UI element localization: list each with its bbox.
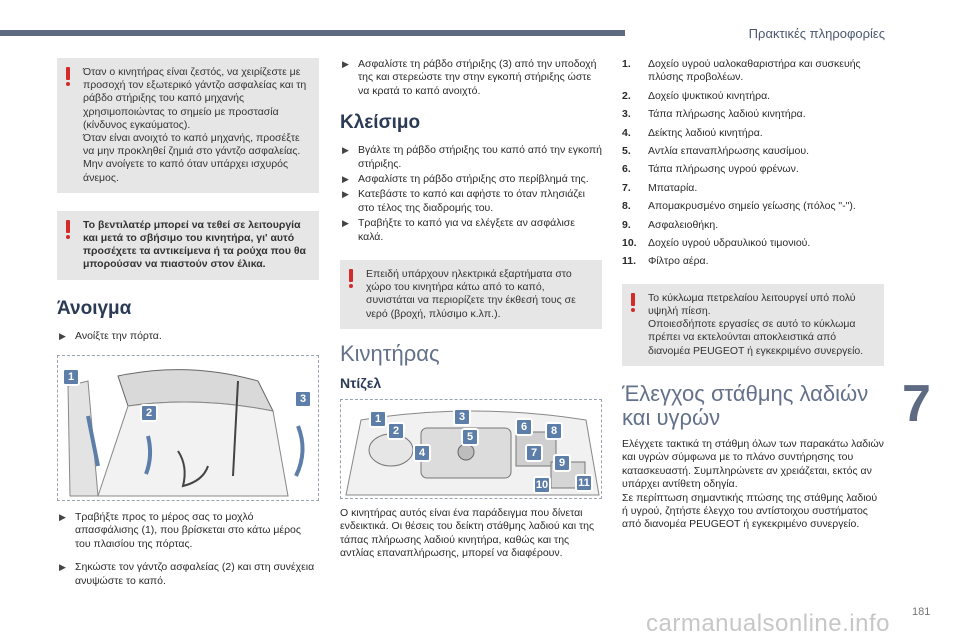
- arrow-bullet-icon: ▶: [59, 512, 66, 523]
- bullet-text: Ασφαλίστε τη ράβδο στήριξης στο περίβλημά της.: [358, 173, 589, 186]
- callout-badge: 1: [62, 368, 80, 386]
- callout-badge: 3: [294, 390, 312, 408]
- column-right: [622, 58, 884, 532]
- callout-badge: 6: [515, 418, 533, 436]
- arrow-bullet-icon: ▶: [342, 145, 349, 156]
- bullet-item: [340, 58, 602, 98]
- bullet-item: [340, 217, 602, 244]
- warning-text: Μην ανοίγετε το καπό όταν υπάρχει ισχυρός άνεμος.: [83, 158, 289, 184]
- bullet-text: Ανοίξτε την πόρτα.: [75, 329, 162, 342]
- header-title: Πρακτικές πληροφορίες: [748, 26, 885, 41]
- bullet-item: [57, 330, 319, 343]
- engine-parts-list: [622, 58, 884, 269]
- callout-badge: 2: [140, 404, 158, 422]
- section-heading-opening: Άνοιγμα: [57, 297, 132, 319]
- warning-text: Οποιεσδήποτε εργασίες σε αυτό το κύκλωμα πρέπει να εκτελούνται αποκλειστικά από διανομέα PEUGEOT ή εγκεκριμένο συνεργείο.: [648, 318, 864, 357]
- list-item: 1. Δοχείο υγρού υαλοκαθαριστήρα και συσκευής πλύσης προβολέων.: [622, 58, 861, 84]
- bullet-text: Σηκώστε τον γάντζο ασφαλείας (2) και στη συνέχεια ανυψώστε το καπό.: [75, 561, 315, 587]
- warning-exclamation-icon: [65, 67, 70, 85]
- warning-box-fuel-pressure: [622, 284, 884, 366]
- list-item: 4. Δείκτης λαδιού κινητήρα.: [622, 126, 763, 139]
- arrow-bullet-icon: ▶: [59, 562, 66, 573]
- bullet-text: Τραβήξτε το καπό για να ελέγξετε αν ασφάλισε καλά.: [358, 217, 575, 243]
- callout-badge: 11: [575, 474, 593, 492]
- watermark: carmanualsonline.info: [646, 610, 890, 637]
- bullet-item: [340, 188, 602, 215]
- bullet-item: [340, 144, 602, 171]
- column-left: [57, 58, 319, 590]
- warning-text: Επειδή υπάρχουν ηλεκτρικά εξαρτήματα στο χώρο του κινητήρα κάτω από το καπό, συνιστάται να περιορίζετε την έκθεσή τους σε νερό (βροχή, πλύσιμο κ.λπ.).: [366, 268, 576, 320]
- list-item: 7. Μπαταρία.: [622, 181, 698, 194]
- section-heading-levels: Έλεγχος στάθμης λαδιών και υγρών: [622, 380, 869, 430]
- callout-badge: 3: [453, 408, 471, 426]
- callout-badge: 4: [413, 444, 431, 462]
- bullet-text: Τραβήξτε προς το μέρος σας το μοχλό απασφάλισης (1), που βρίσκεται στο κάτω μέρος του πλαισίου της πόρτας.: [75, 511, 301, 550]
- warning-text: Όταν είναι ανοιχτό το καπό μηχανής, προσέξτε να μην προκληθεί ζημιά στο γάντζο ασφαλείας.: [83, 132, 301, 158]
- warning-exclamation-icon: [348, 269, 353, 287]
- top-header-bar: [0, 30, 625, 36]
- arrow-bullet-icon: ▶: [342, 174, 349, 185]
- hood-illustration: [58, 356, 319, 501]
- warning-exclamation-icon: [630, 293, 635, 311]
- bullet-text: Κατεβάστε το καπό και αφήστε το όταν πλησιάζει στο τέλος της διαδρομής του.: [358, 188, 585, 214]
- callout-badge: 1: [369, 410, 387, 428]
- list-item: 9. Ασφαλειοθήκη.: [622, 218, 719, 231]
- section-heading-closing: Κλείσιμο: [340, 112, 421, 134]
- list-item: 5. Αντλία επαναπλήρωσης καυσίμου.: [622, 145, 810, 158]
- subheading-diesel: Ντίζελ: [340, 374, 382, 391]
- figure-hood-opening: [57, 355, 319, 501]
- callout-badge: 2: [387, 422, 405, 440]
- list-item: 3. Τάπα πλήρωσης λαδιού κινητήρα.: [622, 108, 806, 121]
- column-middle: [340, 58, 602, 561]
- callout-badge: 5: [461, 428, 479, 446]
- bullet-item: [340, 173, 602, 186]
- list-item: 6. Τάπα πλήρωσης υγρού φρένων.: [622, 163, 799, 176]
- arrow-bullet-icon: ▶: [342, 218, 349, 229]
- callout-badge: 9: [553, 454, 571, 472]
- list-item: 11. Φίλτρο αέρα.: [622, 255, 709, 268]
- section-heading-engine: Κινητήρας: [340, 340, 440, 366]
- bullet-text: Ασφαλίστε τη ράβδο στήριξης (3) από την υποδοχή της και στερεώστε την στην εγκοπή στήριξης ώστε να κρατά το καπό ανοιχτό.: [358, 58, 597, 97]
- callout-badge: 7: [525, 444, 543, 462]
- chapter-number: 7: [902, 375, 931, 433]
- arrow-bullet-icon: ▶: [59, 330, 66, 341]
- warning-text: Όταν ο κινητήρας είναι ζεστός, να χειρίζεστε με προσοχή τον εξωτερικό γάντζο ασφαλείας και τη ράβδο στήριξης του καπό μηχανής χρησιμοποιώντας το σημείο με προστασία (κίνδυνος εγκαύματος).: [83, 66, 307, 131]
- warning-box-electrical: [340, 260, 602, 329]
- engine-note-paragraph: Ο κινητήρας αυτός είναι ένα παράδειγμα που δίνεται ενδεικτικά. Οι θέσεις του δείκτη στάθμης λαδιού και της τάπας πλήρωσης λαδιού κινητήρα, καθώς και της αντλίας επαναπλήρωσης, μπορεί να διαφέρουν.: [340, 506, 595, 560]
- bullet-item: [57, 561, 319, 588]
- callout-badge: 8: [545, 422, 563, 440]
- arrow-bullet-icon: ▶: [342, 189, 349, 200]
- arrow-bullet-icon: ▶: [342, 59, 349, 69]
- warning-text: Το βεντιλατέρ μπορεί να τεθεί σε λειτουργία και μετά το σβήσιμο του κινητήρα, γι' αυτό προσέχετε τα αντικείμενα ή τα ρούχα που θα μπορούσαν να πιαστούν στον έλικα.: [83, 218, 306, 271]
- warning-text: Το κύκλωμα πετρελαίου λειτουργεί υπό πολύ υψηλή πίεση.: [648, 291, 856, 318]
- warning-box-fan: [57, 211, 319, 280]
- list-item: 2. Δοχείο ψυκτικού κινητήρα.: [622, 89, 771, 102]
- levels-paragraph: Ελέγχετε τακτικά τη στάθμη όλων των παρακάτω λαδιών και υγρών σύμφωνα με το πλάνο συντήρησης του κατασκευαστή. Συμπληρώνετε αν χρειάζεται, εκτός αν υπάρχει αντίθετη οδηγία.: [622, 437, 884, 491]
- callout-badge: 10: [533, 476, 551, 494]
- list-item: 10. Δοχείο υγρού υδραυλικού τιμονιού.: [622, 237, 811, 250]
- page-number: 181: [912, 606, 931, 618]
- bullet-text: Βγάλτε τη ράβδο στήριξης του καπό από την εγκοπή στήριξης.: [358, 144, 602, 170]
- warning-box-hot-engine: [57, 58, 319, 193]
- list-item: 8. Απομακρυσμένο σημείο γείωσης (πόλος "-").: [622, 200, 856, 213]
- levels-paragraph: Σε περίπτωση σημαντικής πτώσης της στάθμης λαδιού ή υγρού, ζητήστε έλεγχο του αντίστοιχου συστήματος από διανομέα PEUGEOT ή εγκεκριμένο συνεργείο.: [622, 491, 878, 531]
- figure-engine-bay: [340, 399, 602, 499]
- warning-exclamation-icon: [65, 220, 70, 238]
- bullet-item: [57, 511, 319, 551]
